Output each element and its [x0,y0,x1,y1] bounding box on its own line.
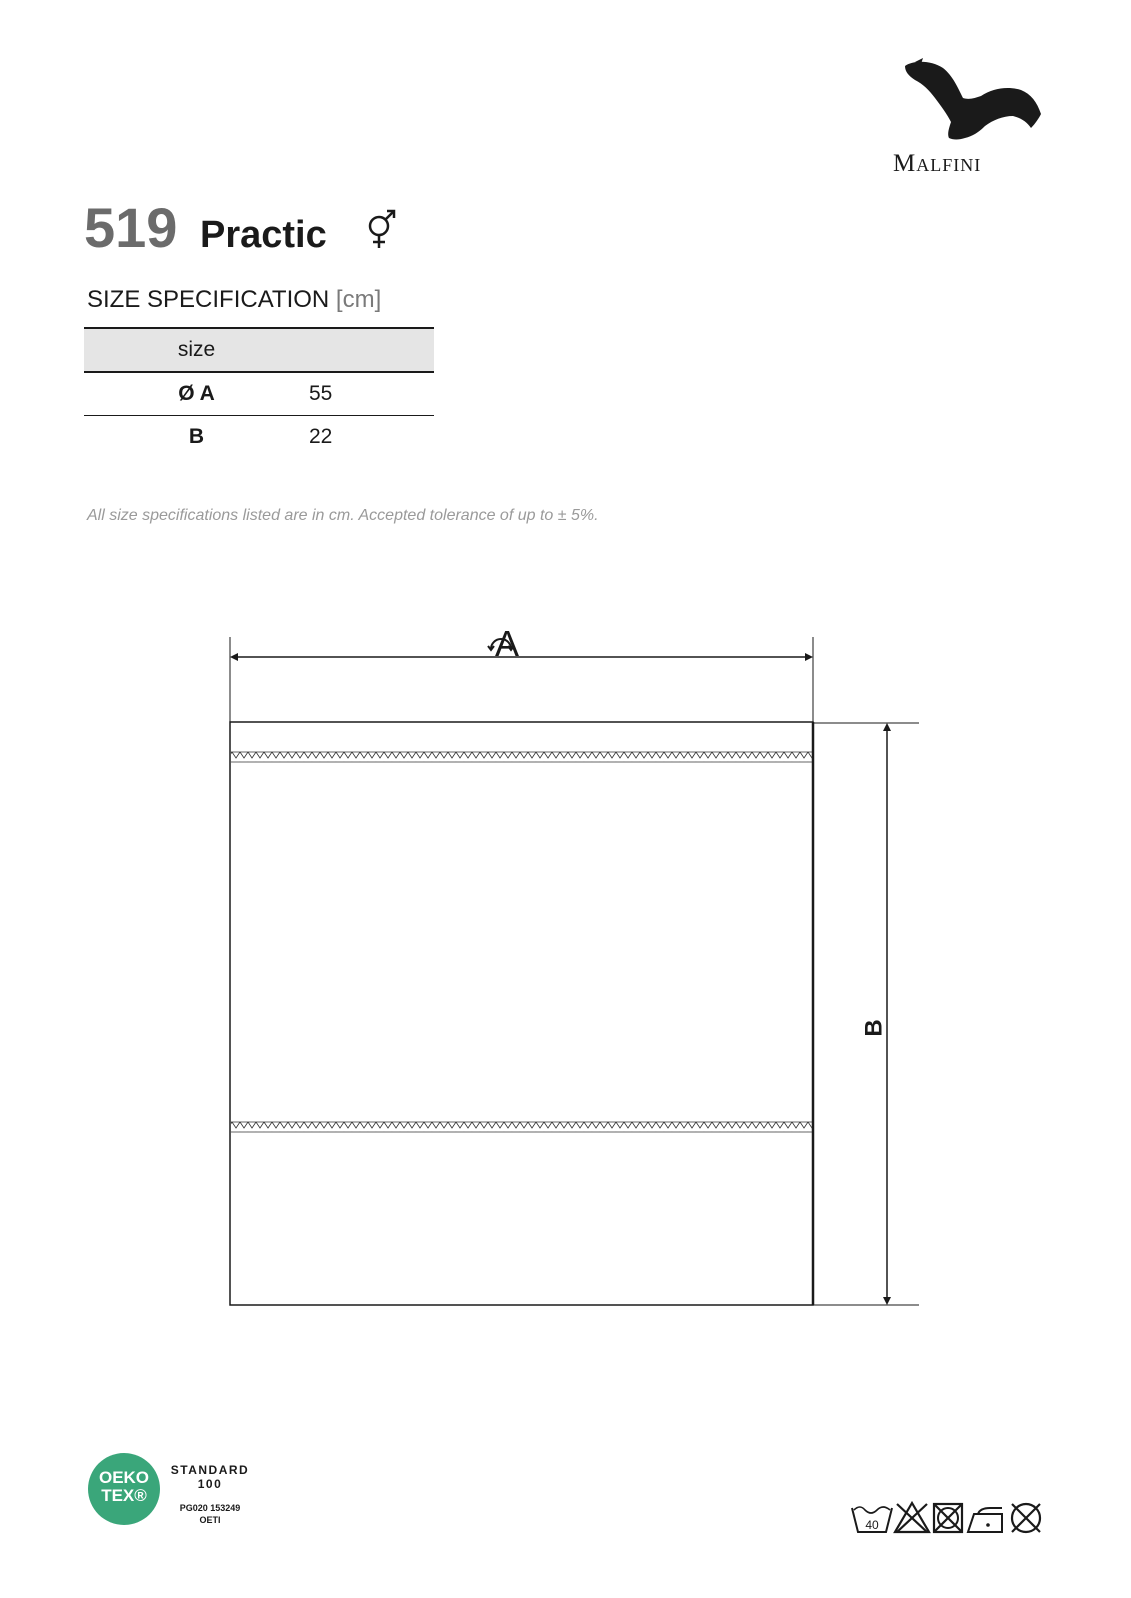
row-label: B [188,425,205,448]
standard-line1: STANDARD [170,1463,250,1477]
wash-temp: 40 [865,1518,879,1532]
dim-a-label: A [495,623,520,664]
table-header-row [84,328,434,372]
arrow-down-icon [883,1297,891,1305]
arrow-right-icon [805,653,813,661]
oeko-tex-logo [88,1453,160,1525]
no-bleach-icon [895,1503,929,1532]
table-header-size: size [177,338,216,361]
no-tumble-dry-icon [934,1504,962,1532]
product-code: 519 [84,196,178,259]
cert-number: PG020 153249 [179,1503,241,1513]
oeko-standard [165,1463,255,1491]
table-row [84,416,434,459]
no-dry-clean-icon [1012,1504,1040,1532]
row-value: 22 [309,425,333,448]
dim-b-label: B [860,1019,888,1037]
tolerance-note: All size specifications listed are in cm. Accepted tolerance of up to ± 5%. [87,507,599,524]
spec-unit: [cm] [335,286,382,313]
brand-logo [893,58,1063,176]
row-label: Ø A [178,382,215,405]
row-value: 55 [309,382,333,405]
table-row [84,372,434,416]
care-symbols [850,1500,1060,1536]
stitch-top [231,752,812,762]
brand-name: Malfini [893,150,982,177]
eagle-icon [903,58,1053,143]
iron-low-icon [968,1508,1002,1532]
stitch-bottom [231,1122,812,1132]
arrow-left-icon [230,653,238,661]
product-name: Practic [200,214,327,256]
oeko-certificate [165,1502,255,1526]
cert-institute: OETI [199,1515,221,1525]
unisex-icon [363,208,405,252]
oeko-logo-line2: TEX® [101,1486,147,1505]
oeko-logo-line1: OEKO [98,1468,150,1487]
technical-drawing [200,620,940,1340]
product-outline [230,722,813,1305]
spec-heading-text: SIZE SPECIFICATION [87,286,330,313]
arrow-up-icon [883,723,891,731]
standard-line2: 100 [197,1477,223,1491]
wash-40-icon [852,1507,892,1532]
table-header-empty [309,328,434,372]
size-table [84,327,434,458]
spec-heading [87,286,381,314]
